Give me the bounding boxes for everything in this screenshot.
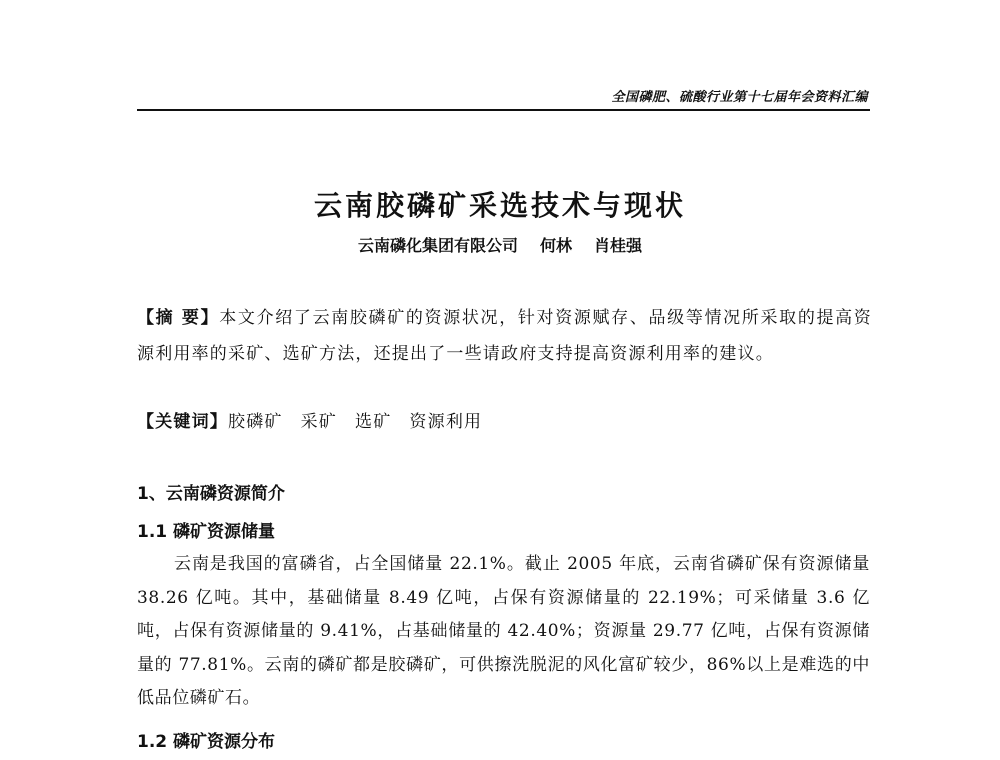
reserves-paragraph: 云南是我国的富磷省，占全国储量 22.1%。截止 2005 年底，云南省磷矿保有资源储量 38.26 亿吨。其中，基础储量 8.49 亿吨，占保有资源储量的 22.19%；可采储量 3.6 亿吨，占保有资源储量的 9.41%，占基础储量的 42.40%；资源量 29.77 亿吨，占保有资源储量的 77.81%。云南的磷矿都是胶磷矿，可供擦洗脱泥的风化富矿较少，86%以上是难选的中低品位磷矿石。: [137, 554, 870, 708]
author-organization: 云南磷化集团有限公司: [357, 236, 518, 255]
subsection-heading-distribution: 1.2 磷矿资源分布: [137, 732, 276, 752]
author-line: [0, 233, 1000, 256]
subsection-heading-reserves: 1.1 磷矿资源储量: [137, 522, 276, 542]
running-header: 全国磷肥、硫酸行业第十七届年会资料汇编: [611, 90, 868, 105]
abstract: [137, 300, 872, 372]
section-heading: 1、云南磷资源简介: [137, 484, 285, 504]
keyword: 胶磷矿: [228, 412, 283, 432]
author-1: 何林: [539, 236, 572, 255]
keywords-label: 【关键词】: [137, 412, 228, 432]
keywords: [137, 407, 872, 437]
header-rule: [137, 109, 870, 111]
abstract-text: 本文介绍了云南胶磷矿的资源状况，针对资源赋存、品级等情况所采取的提高资源利用率的采矿、选矿方法，还提出了一些请政府支持提高资源利用率的建议。: [137, 308, 873, 364]
keyword: 采矿: [300, 412, 338, 432]
keyword: 资源利用: [409, 412, 483, 432]
paper-title: 云南胶磷矿采选技术与现状: [313, 189, 686, 222]
author-2: 肖桂强: [594, 236, 643, 255]
keyword: 选矿: [355, 412, 392, 432]
abstract-label: 【摘 要】: [137, 308, 220, 328]
